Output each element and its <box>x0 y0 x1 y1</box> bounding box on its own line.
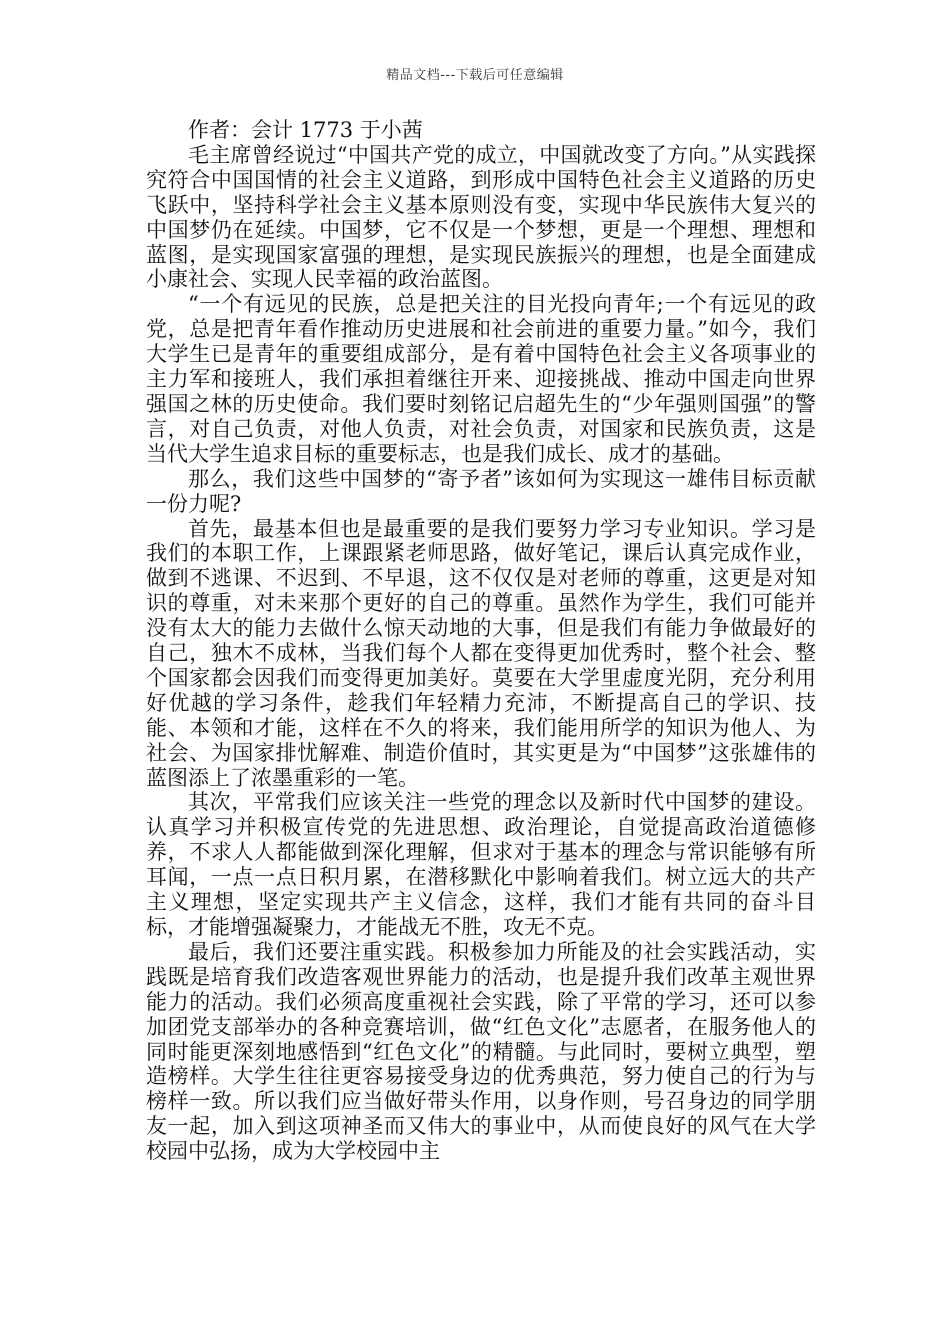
paragraph-4: 首先，最基本但也是最重要的是我们要努力学习专业知识。学习是我们的本职工作，上课跟紧老师思路，做好笔记，课后认真完成作业，做到不逃课、不迟到、不早退，这不仅仅是对老师的尊重，这更是对知识的尊重，对未来那个更好的自己的尊重。虽然作为学生，我们可能并没有太大的能力去做什么惊天动地的大事，但是我们有能力争做最好的自己，独木不成林，当我们每个人都在变得更加优秀时，整个社会、整个国家都会因我们而变得更加美好。莫要在大学里虚度光阴，充分利用好优越的学习条件，趁我们年轻精力充沛，不断提高自己的学识、技能、本领和才能，这样在不久的将来，我们能用所学的知识为他人、为社会、为国家排忧解难、制造价值时，其实更是为“中国梦”这张雄伟的蓝图添上了浓墨重彩的一笔。 <box>146 516 816 790</box>
paragraph-2: “一个有远见的民族，总是把关注的目光投向青年;一个有远见的政党，总是把青年看作推动历史进展和社会前进的重要力量。”如今，我们大学生已是青年的重要组成部分，是有着中国特色社会主义各项事业的主力军和接班人，我们承担着继往开来、迎接挑战、推动中国走向世界强国之林的历史使命。我们要时刻铭记启超先生的“少年强则国强”的警言，对自己负责，对他人负责，对社会负责，对国家和民族负责，这是当代大学生追求目标的重要标志，也是我们成长、成才的基础。 <box>146 292 816 466</box>
paragraph-3: 那么，我们这些中国梦的“寄予者”该如何为实现这一雄伟目标贡献一份力呢? <box>146 466 816 516</box>
author-line: 作者：会计 1773 于小茜 <box>188 118 423 142</box>
paragraph-1: 毛主席曾经说过“中国共产党的成立，中国就改变了方向。”从实践探究符合中国国情的社会主义道路，到形成中国特色社会主义道路的历史飞跃中，坚持科学社会主义基本原则没有变，实现中华民族伟大复兴的中国梦仍在延续。中国梦，它不仅是一个梦想，更是一个理想、理想和蓝图，是实现国家富强的理想，是实现民族振兴的理想，也是全面建成小康社会、实现人民幸福的政治蓝图。 <box>146 142 816 292</box>
paragraph-6: 最后，我们还要注重实践。积极参加力所能及的社会实践活动，实践既是培育我们改造客观世界能力的活动，也是提升我们改革主观世界能力的活动。我们必须高度重视社会实践，除了平常的学习，还可以参加团党支部举办的各种竞赛培训，做“红色文化”志愿者，在服务他人的同时能更深刻地感悟到“红色文化”的精髓。与此同时，要树立典型，塑造榜样。大学生往往更容易接受身边的优秀典范，努力使自己的行为与榜样一致。所以我们应当做好带头作用，以身作则，号召身边的同学朋友一起，加入到这项神圣而又伟大的事业中，从而使良好的风气在大学校园中弘扬，成为大学校园中主 <box>146 939 816 1164</box>
page-header: 精品文档---下载后可任意编辑 <box>386 68 564 83</box>
document-body <box>146 118 816 1164</box>
paragraph-5: 其次，平常我们应该关注一些党的理念以及新时代中国梦的建设。认真学习并积极宣传党的先进思想、政治理论，自觉提高政治道德修养，不求人人都能做到深化理解，但求对于基本的理念与常识能够有所耳闻，一点一点日积月累，在潜移默化中影响着我们。树立远大的共产主义理想，坚定实现共产主义信念，这样，我们才能有共同的奋斗目标，才能增强凝聚力，才能战无不胜，攻无不克。 <box>146 790 816 939</box>
